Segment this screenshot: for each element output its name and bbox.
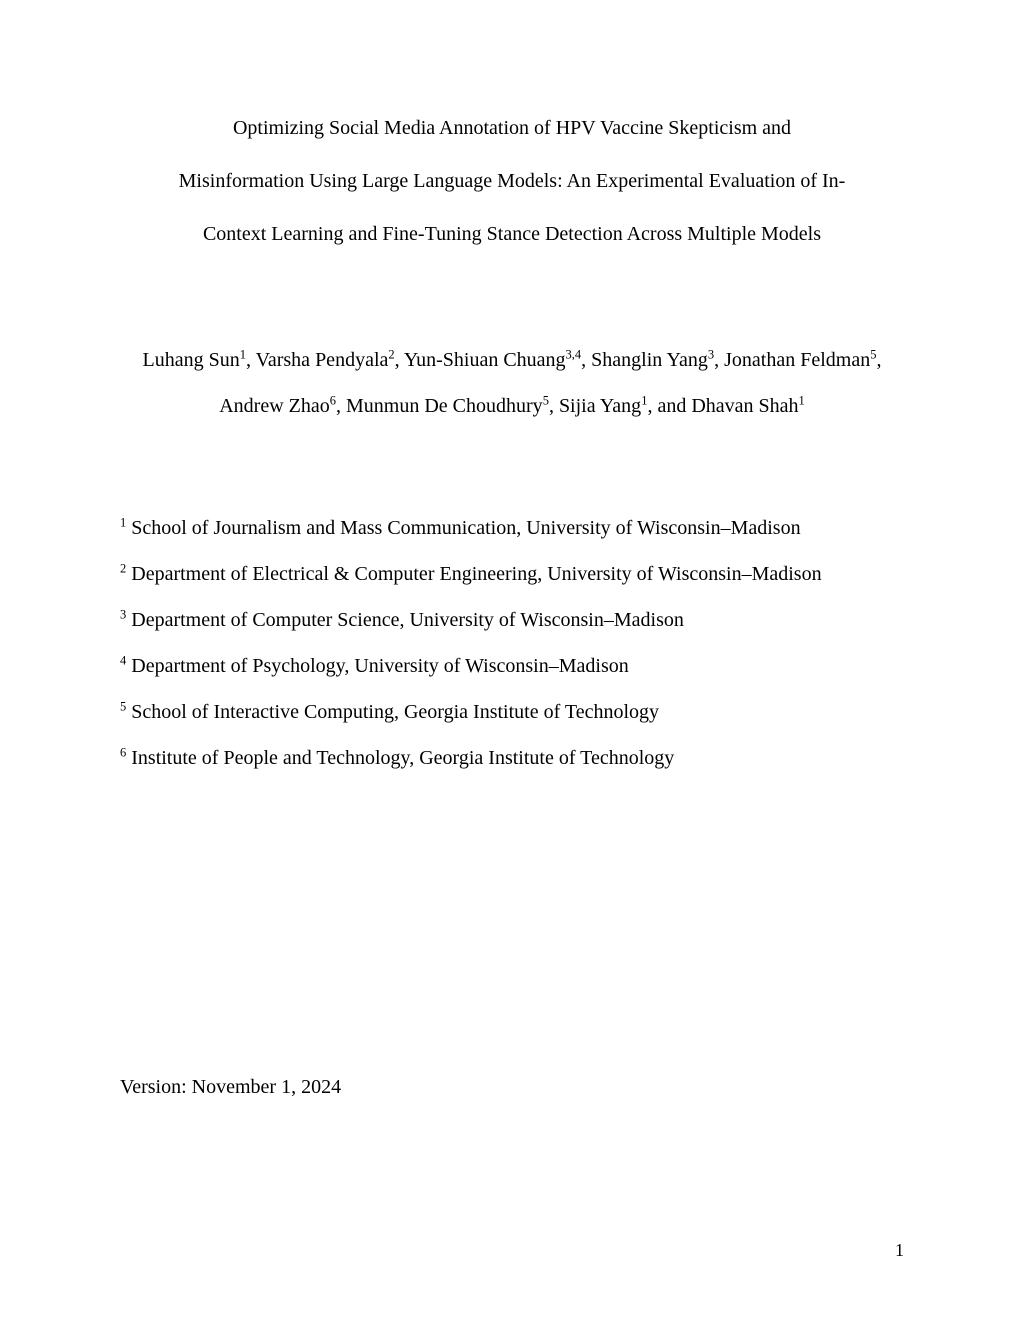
author-line-2 <box>120 383 904 429</box>
author-superscript: 2 <box>388 347 395 362</box>
author-superscript: 3,4 <box>565 347 582 362</box>
affiliation-item <box>120 689 904 735</box>
author-superscript: 1 <box>641 393 648 408</box>
affiliation-text: School of Journalism and Mass Communication, University of Wisconsin–Madison <box>126 517 801 539</box>
author-name: , Yun-Shiuan Chuang <box>394 349 566 371</box>
affiliation-item <box>120 643 904 689</box>
paper-title <box>110 102 914 261</box>
author-separator: , <box>876 349 882 371</box>
author-line-1 <box>120 337 904 383</box>
affiliation-superscript: 5 <box>120 699 127 714</box>
author-superscript: 1 <box>239 347 246 362</box>
affiliation-superscript: 6 <box>120 745 127 760</box>
author-name: , Munmun De Choudhury <box>336 395 543 417</box>
affiliation-item <box>120 597 904 643</box>
affiliation-superscript: 3 <box>120 607 127 622</box>
affiliations <box>120 505 904 781</box>
affiliation-superscript: 2 <box>120 561 127 576</box>
title-line-3: Context Learning and Fine-Tuning Stance Detection Across Multiple Models <box>202 223 822 245</box>
author-superscript: 5 <box>542 393 549 408</box>
author-superscript: 3 <box>707 347 715 362</box>
author-superscript: 5 <box>870 347 877 362</box>
author-name: , Varsha Pendyala <box>246 349 389 371</box>
affiliation-text: Department of Computer Science, University of Wisconsin–Madison <box>126 609 684 631</box>
author-list <box>120 337 904 429</box>
affiliation-text: School of Interactive Computing, Georgia Institute of Technology <box>126 701 660 723</box>
author-name: Andrew Zhao <box>219 395 330 417</box>
affiliation-text: Department of Electrical & Computer Engineering, University of Wisconsin–Madison <box>126 563 822 585</box>
affiliation-item <box>120 505 904 551</box>
author-name: Luhang Sun <box>142 349 240 371</box>
affiliation-superscript: 4 <box>120 653 127 668</box>
affiliation-superscript: 1 <box>120 515 127 530</box>
author-name: , and Dhavan Shah <box>647 395 799 417</box>
author-name: , Jonathan Feldman <box>714 349 871 371</box>
author-name: , Sijia Yang <box>548 395 642 417</box>
author-name: , Shanglin Yang <box>581 349 708 371</box>
affiliation-text: Department of Psychology, University of Wisconsin–Madison <box>126 655 629 677</box>
version-line: Version: November 1, 2024 <box>120 1076 342 1098</box>
affiliation-text: Institute of People and Technology, Georgia Institute of Technology <box>126 747 675 769</box>
page-number: 1 <box>895 1240 904 1260</box>
author-superscript: 6 <box>329 393 337 408</box>
author-superscript: 1 <box>798 393 805 408</box>
affiliation-item <box>120 735 904 781</box>
title-line-2: Misinformation Using Large Language Models: An Experimental Evaluation of In- <box>178 170 846 192</box>
title-line-1: Optimizing Social Media Annotation of HPV Vaccine Skepticism and <box>232 117 792 139</box>
affiliation-item <box>120 551 904 597</box>
